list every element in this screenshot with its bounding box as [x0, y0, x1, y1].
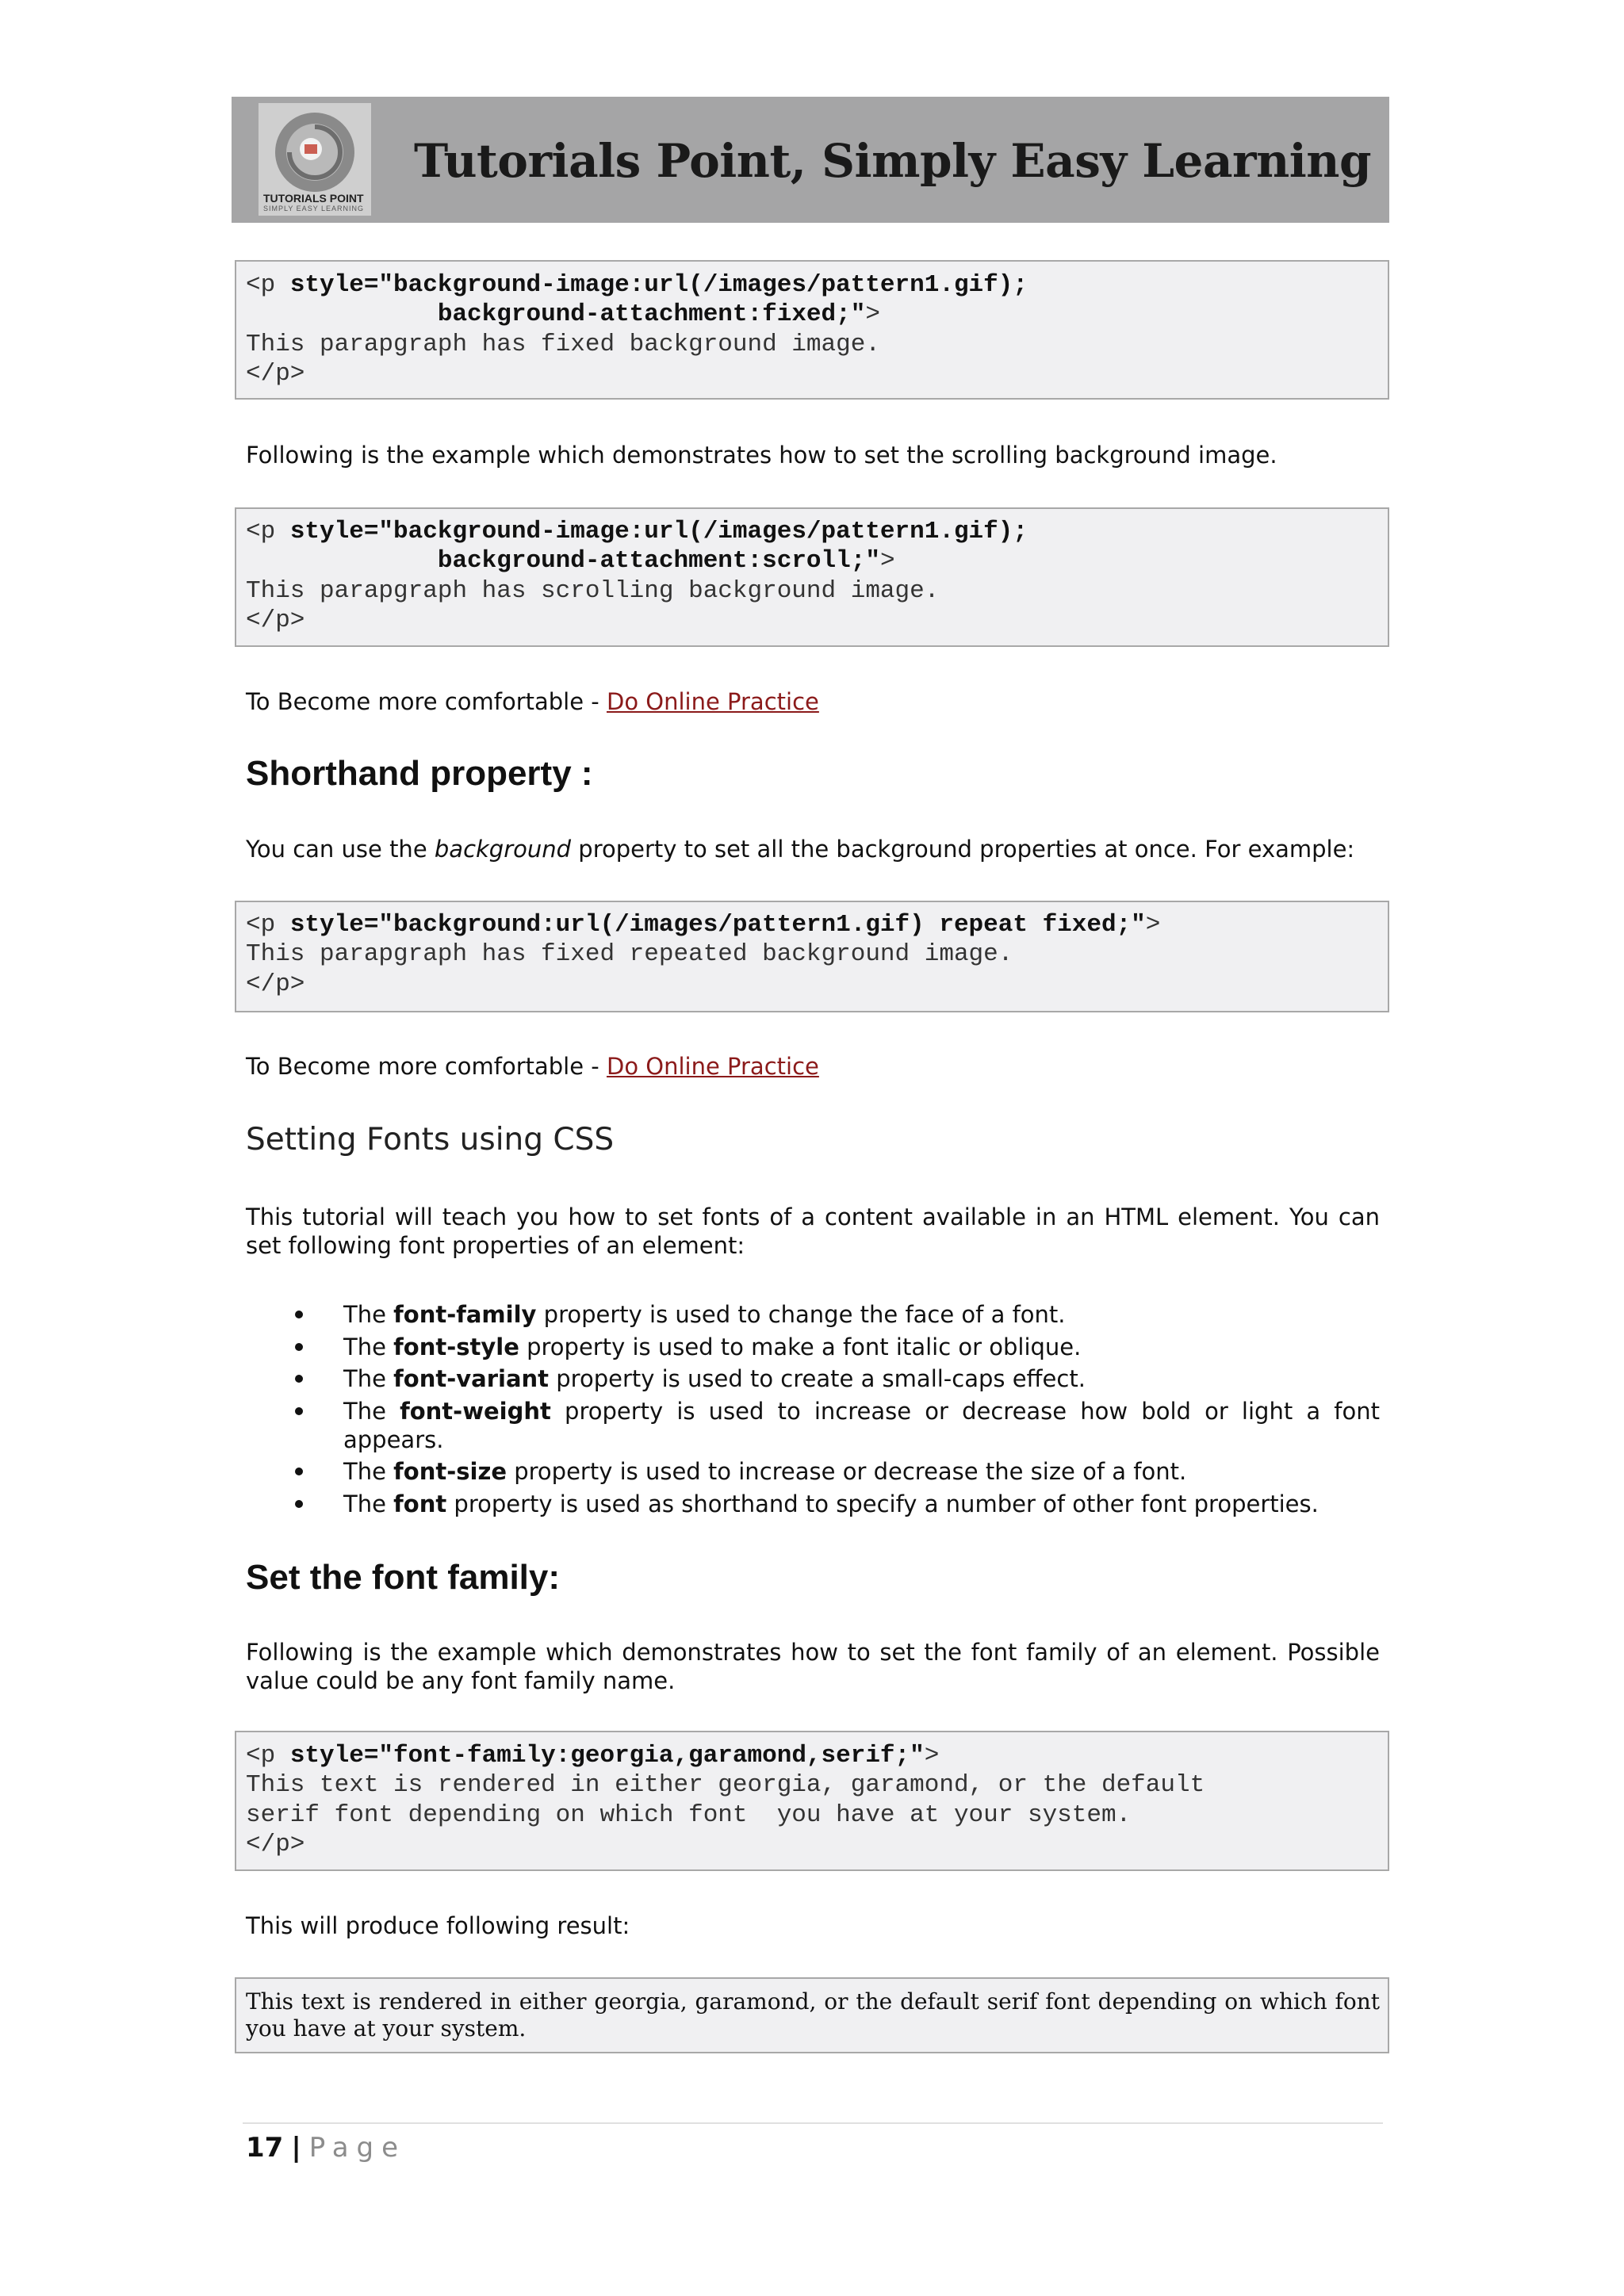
paragraph-scroll-intro: Following is the example which demonstrates how to set the scrolling background image.: [246, 442, 1277, 469]
code-block-shorthand: <p style="background:url(/images/pattern1.gif) repeat fixed;"> This parapgraph has fixed repeated background image. </p>: [246, 911, 1161, 998]
font-property-item: The font-weight property is used to increase or decrease how bold or light a font appears.: [246, 1397, 1380, 1454]
font-property-item: The font-style property is used to make a font italic or oblique.: [246, 1333, 1380, 1361]
page-footer: [246, 2131, 406, 2164]
header-title: Tutorials Point, Simply Easy Learning: [414, 134, 1372, 188]
paragraph-font-family: Following is the example which demonstrates how to set the font family of an element. Possible value could be any font family name.: [246, 1639, 1380, 1694]
heading-set-font-family: Set the font family:: [246, 1558, 561, 1597]
property-name: font-variant: [393, 1365, 550, 1392]
code-block-font-family: <p style="font-family:georgia,garamond,serif;"> This text is rendered in either georgia, garamond, or the default serif font depending on which font you have at your system. </p>: [246, 1742, 1205, 1859]
logo-brand-text: TUTORIALS POINT: [263, 192, 364, 205]
heading-setting-fonts: Setting Fonts using CSS: [246, 1122, 615, 1158]
property-name: font-weight: [400, 1397, 551, 1425]
bullet-icon: [295, 1343, 303, 1351]
logo-tagline: SIMPLY EASY LEARNING: [263, 205, 365, 212]
paragraph-result-intro: This will produce following result:: [246, 1912, 630, 1939]
code-block-scroll: <p style="background-image:url(/images/pattern1.gif); background-attachment:scroll;"> This parapgraph has scrolling background image. </p>: [246, 518, 1028, 635]
property-name: font: [393, 1490, 447, 1517]
page-number: 17: [246, 2132, 284, 2164]
heading-shorthand-property: Shorthand property :: [246, 754, 593, 793]
font-property-item: The font-size property is used to increase or decrease the size of a font.: [246, 1457, 1380, 1486]
property-name: font-family: [393, 1301, 537, 1328]
bullet-icon: [295, 1468, 303, 1475]
bullet-icon: [295, 1500, 303, 1508]
footer-page-label: Page: [308, 2132, 407, 2164]
paragraph-fonts-intro: This tutorial will teach you how to set fonts of a content available in an HTML element. You can set following font properties of an element:: [246, 1203, 1380, 1259]
practice-line-1: [246, 687, 1380, 716]
footer-separator: |: [291, 2132, 301, 2164]
tutorials-point-logo: [259, 103, 371, 216]
bullet-icon: [295, 1311, 303, 1318]
practice-line-2: [246, 1052, 1380, 1081]
footer-divider: [243, 2122, 1383, 2124]
code-block-fixed: <p style="background-image:url(/images/pattern1.gif); background-attachment:fixed;"> This parapgraph has fixed background image. </p>: [246, 271, 1028, 388]
practice-text: To Become more comfortable -: [246, 688, 607, 715]
property-name: font-size: [393, 1458, 507, 1485]
font-property-item: The font-family property is used to change the face of a font.: [246, 1300, 1380, 1329]
font-property-item: The font-variant property is used to create a small-caps effect.: [246, 1364, 1380, 1393]
bullet-icon: [295, 1407, 303, 1415]
property-name: font-style: [393, 1333, 519, 1360]
font-property-item: The font property is used as shorthand to specify a number of other font properties.: [246, 1490, 1380, 1518]
paragraph-shorthand: You can use the background property to set all the background properties at once. For example:: [246, 836, 1355, 863]
do-online-practice-link-1[interactable]: Do Online Practice: [606, 688, 819, 715]
font-properties-list: [246, 1300, 1380, 1521]
result-text: This text is rendered in either georgia, garamond, or the default serif font depending on which font you have at your system.: [246, 1988, 1380, 2042]
bullet-icon: [295, 1375, 303, 1383]
do-online-practice-link-2[interactable]: Do Online Practice: [606, 1053, 819, 1080]
practice-text: To Become more comfortable -: [246, 1053, 607, 1080]
